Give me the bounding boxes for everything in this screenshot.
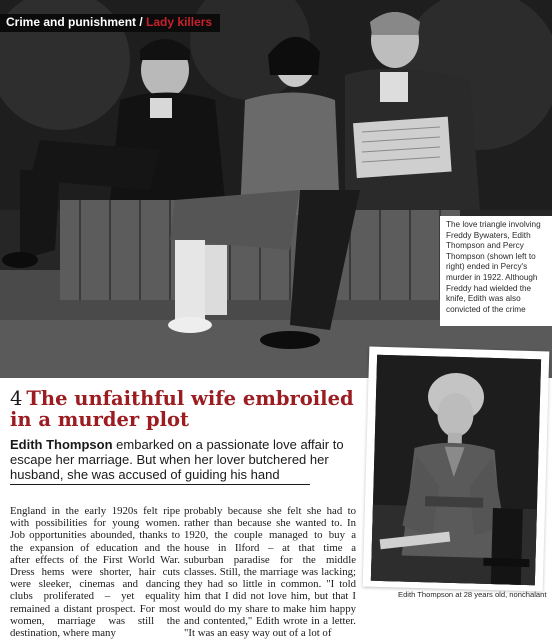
inset-photo: [371, 355, 541, 585]
article-title: The unfaithful wife embroiled in a murder plot: [10, 387, 354, 431]
standfirst-lead: Edith Thompson: [10, 437, 113, 452]
article-number: 4: [10, 387, 23, 410]
article-standfirst: [10, 437, 365, 483]
section-separator: /: [139, 15, 143, 29]
body-column-1: England in the early 1920s felt ripe with possibilities for young women. Job opportunities abounded, thanks to the expansion of education and the after effects of the First World War. Dress hems were shorter, hair cuts were sleeker, cinemas and dancing clubs proliferated – yet equality remained a distant prospect. For most women, marriage was still the destination, where many: [10, 505, 180, 639]
article-headline: [10, 388, 365, 430]
inset-photo-caption: Edith Thompson at 28 years old, nonchalant: [398, 590, 547, 599]
section-category: Crime and punishment: [6, 15, 137, 29]
inset-photo-frame: [363, 347, 550, 592]
body-column-2: probably because she felt she had to rather than because she wanted to. In 1920, the couple managed to buy a house in Ilford – at that time a suburban paradise for the middle classes. Still, the marriage was lacking; they had so little in common. "I told him that I did not love him, but that I would do my share to make him happy and contented," Edith wrote in a letter. "It was an easy way out of a lot of: [184, 505, 356, 639]
section-subcategory: Lady killers: [146, 15, 213, 29]
divider-rule: [10, 484, 310, 485]
standfirst-rest: embarked on a passionate love affair to escape her marriage. But when her lover butchered her husband, she was accused of guiding his hand: [10, 437, 344, 483]
hero-photo-caption: The love triangle involving Freddy Bywaters, Edith Thompson and Percy Thompson (shown left to right) ended in Percy's murder in 1922. Although Freddy had wielded the knife, Edith was also convicted of the crime: [440, 216, 552, 326]
section-tag: [0, 14, 220, 32]
inset-photo-illustration: [371, 355, 541, 585]
